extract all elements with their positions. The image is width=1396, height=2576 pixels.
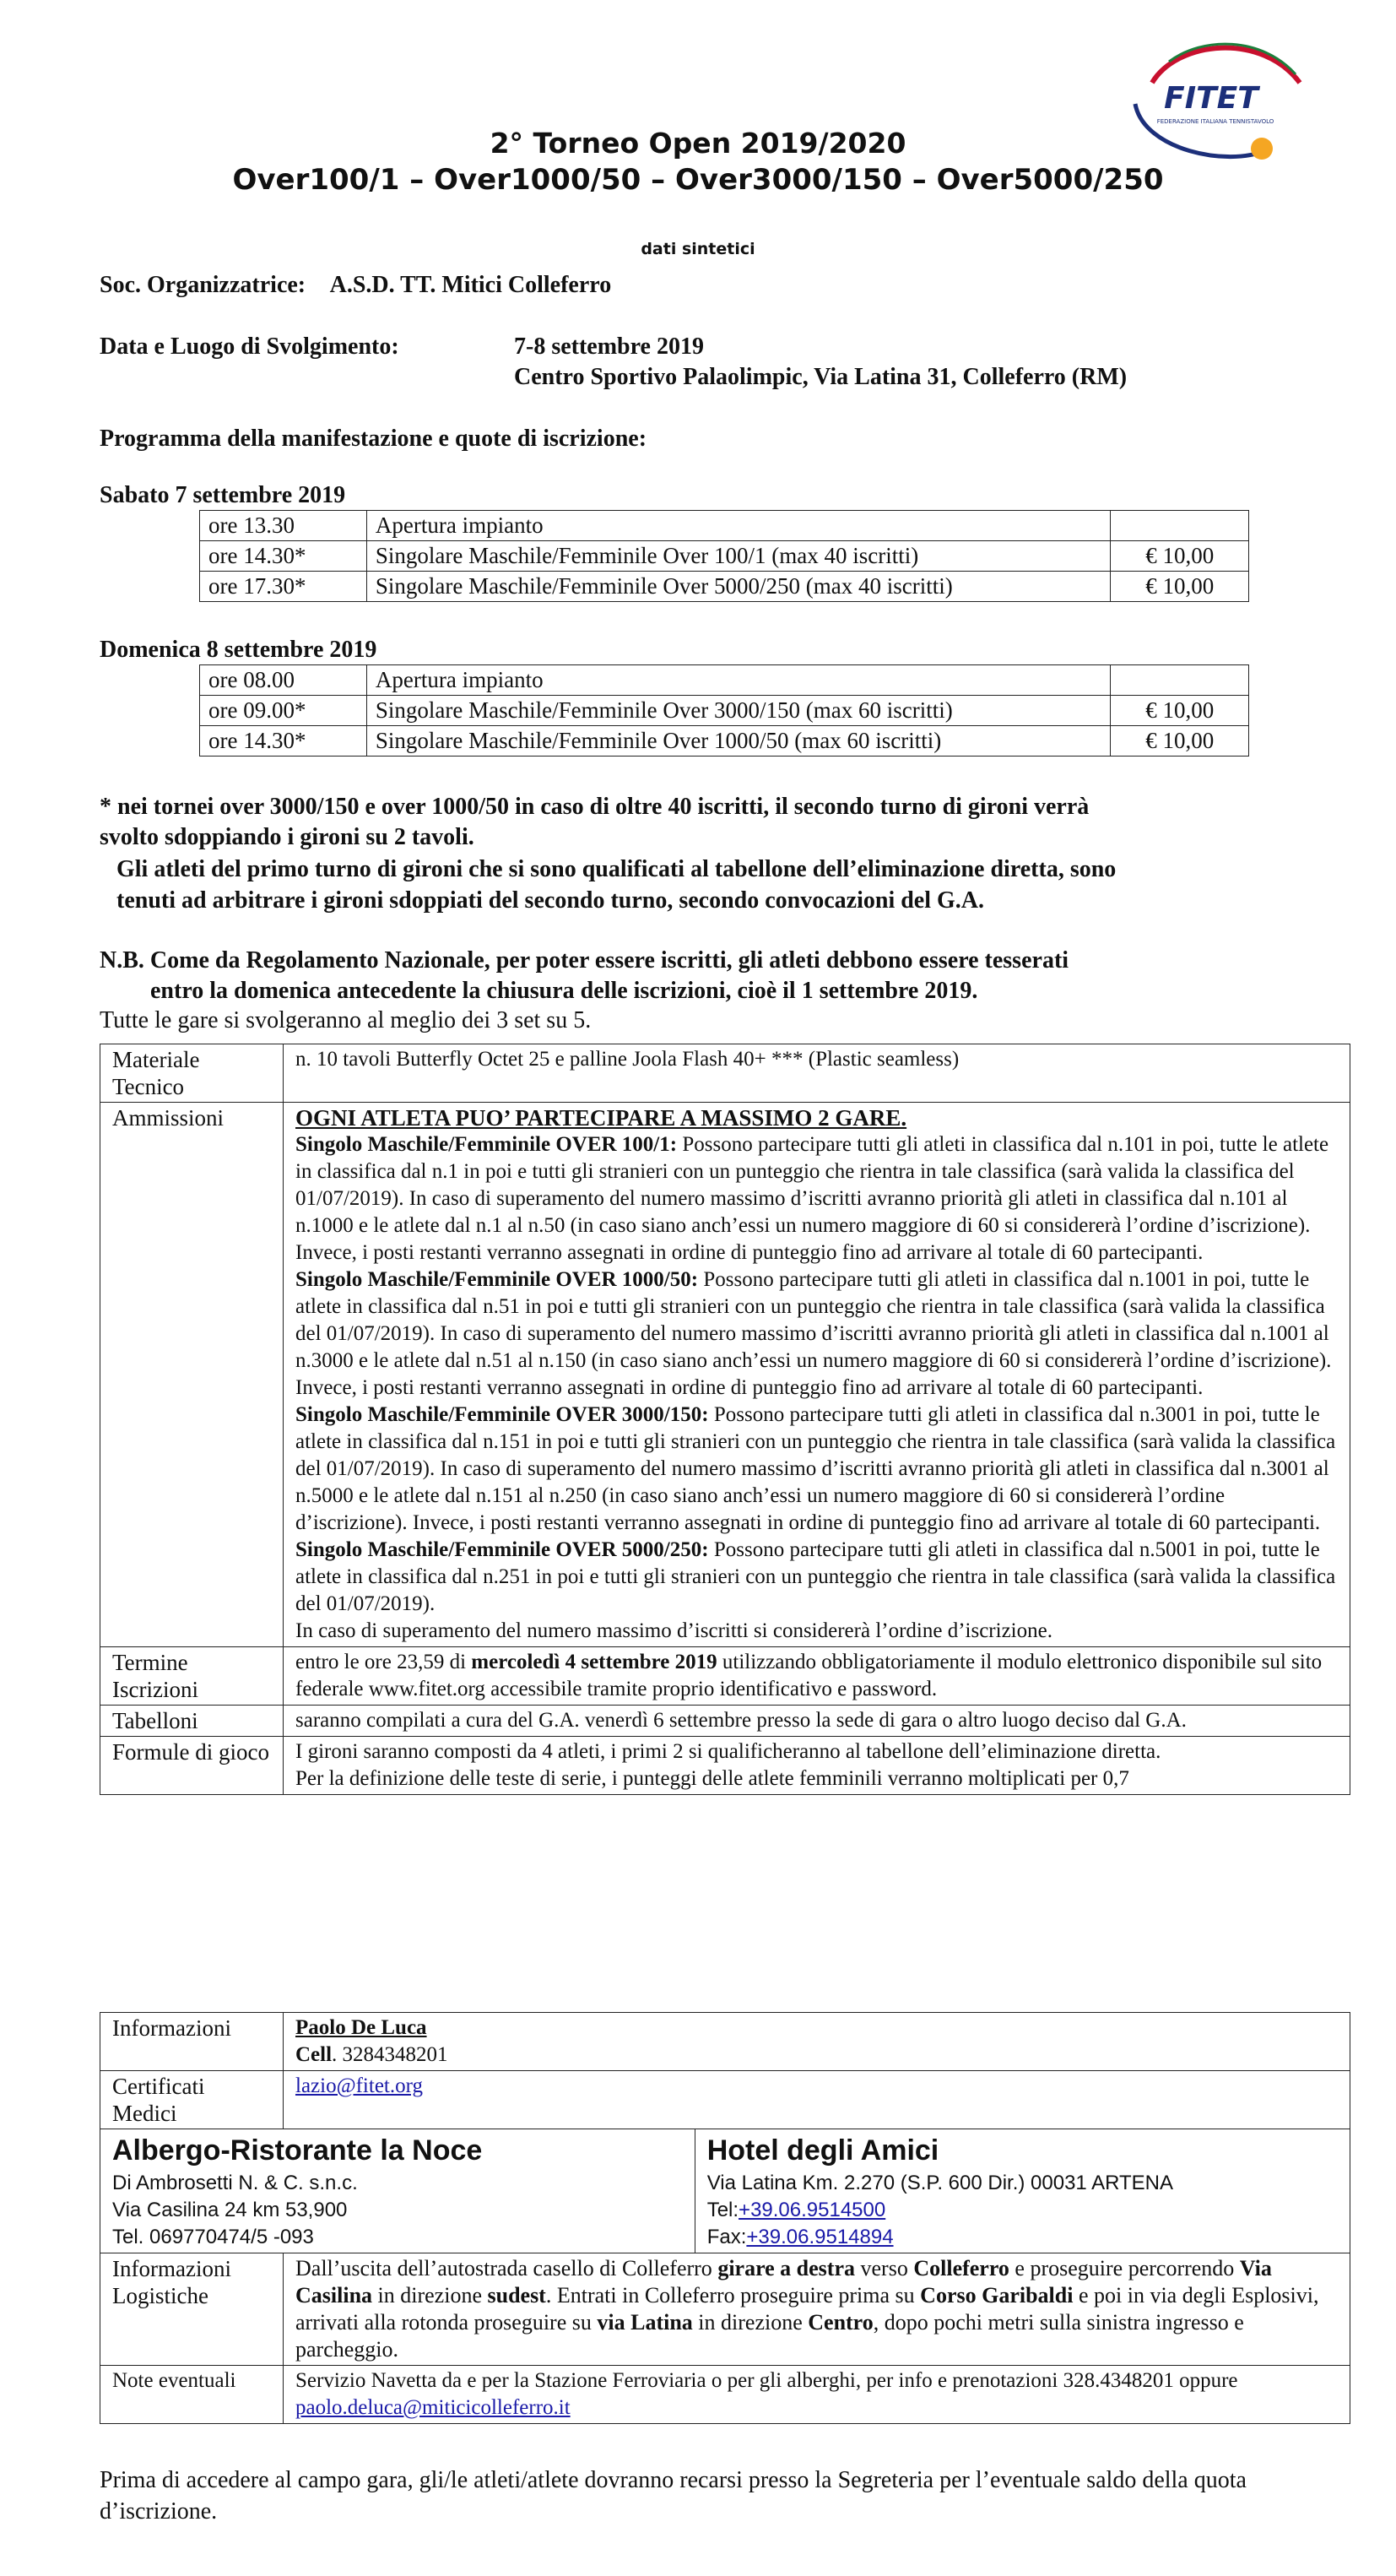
schedule-fee: € 10,00 <box>1111 696 1249 726</box>
schedule-row <box>200 511 1249 541</box>
place-value: Centro Sportivo Palaolimpic, Via Latina 31, Colleferro (RM) <box>514 364 1128 390</box>
program-heading: Programma della manifestazione e quote di iscrizione: <box>100 426 647 452</box>
row-value <box>284 1737 1350 1795</box>
organizer-row <box>100 270 611 301</box>
directions-bold: via Latina <box>597 2310 693 2335</box>
hotel-phone-link[interactable]: +39.06.9514500 <box>739 2199 886 2221</box>
sunday-schedule <box>199 664 1249 757</box>
schedule-fee <box>1111 665 1249 696</box>
directions-text: in direzione <box>692 2310 809 2335</box>
row-value <box>284 2013 1350 2071</box>
page-subtitle-categories: Over100/1 – Over1000/50 – Over3000/150 – Over5000/250 <box>232 163 1164 197</box>
note-email-link[interactable]: paolo.deluca@miticicolleferro.it <box>295 2396 571 2419</box>
row-label: Formule di gioco <box>100 1737 284 1795</box>
directions-text: e proseguire percorrendo <box>1009 2256 1240 2280</box>
category-text: Possono partecipare tutti gli atleti in classifica dal n.3001 in poi, tutte le atlete in classifica dal n.151 in poi e tutti gli stranieri con un punteggio che rientra in tale classifica (sarà valida la classifica del 01/07/2019). In caso di superamento del numero massimo d’iscritti avranno priorità gli atleti in classifica dal n.3001 al n.5000 e le atlete dal n.151 al n.250 (in caso siano anch’essi un numero maggiore di 60 si considererà l’ordine d’iscrizione). Invece, i posti restanti verranno assegnati in ordine di punteggio fino ad arrivare al totale di 60 partecipanti. <box>295 1403 1336 1534</box>
admission-paragraph <box>295 1131 1338 1266</box>
schedule-time: ore 08.00 <box>200 665 367 696</box>
schedule-event: Singolare Maschile/Femminile Over 1000/50 (max 60 iscritti) <box>366 726 1111 757</box>
deadline-date: mercoledì 4 settembre 2019 <box>471 1651 717 1673</box>
certificati-email-link[interactable]: lazio@fitet.org <box>295 2074 423 2097</box>
tel-label: Tel: <box>706 2199 739 2221</box>
organizer-label: Soc. Organizzatrice: <box>100 272 306 298</box>
date-value: 7-8 settembre 2019 <box>514 334 704 360</box>
schedule-row <box>200 541 1249 572</box>
directions-text: . Entrati in Colleferro proseguire prima su <box>545 2283 921 2308</box>
info-table <box>100 2012 1350 2424</box>
row-label: Ammissioni <box>100 1103 284 1647</box>
row-value <box>284 2071 1350 2129</box>
table-row <box>100 1706 1350 1737</box>
schedule-fee: € 10,00 <box>1111 572 1249 602</box>
table-row <box>100 1737 1350 1795</box>
directions-text: Dall’uscita dell’autostrada casello di Colleferro <box>295 2256 718 2280</box>
hotel-name: Hotel degli Amici <box>706 2134 939 2167</box>
schedule-time: ore 14.30* <box>200 541 367 572</box>
schedule-fee <box>1111 511 1249 541</box>
table-row <box>100 2013 1350 2071</box>
schedule-event: Singolare Maschile/Femminile Over 100/1 (max 40 iscritti) <box>366 541 1111 572</box>
row-label: Informazioni Logistiche <box>100 2253 284 2366</box>
star-note-line: * nei tornei over 3000/150 e over 1000/50 in caso di oltre 40 iscritti, il secondo turno di gironi verrà <box>100 794 1090 820</box>
schedule-time: ore 14.30* <box>200 726 367 757</box>
category-text: Possono partecipare tutti gli atleti in classifica dal n.1001 in poi, tutte le atlete in classifica dal n.51 in poi e tutti gli stranieri con un punteggio che rientra in tale classifica (sarà valida la classifica del 01/07/2019). In caso di superamento del numero massimo d’iscritti avranno priorità gli atleti in classifica dal n.1001 al n.3000 e le atlete dal n.51 al n.150 (in caso siano anch’essi un numero maggiore di 60 si considererà l’ordine d’iscrizione). Invece, i posti restanti verranno assegnati in ordine di punteggio fino ad arrivare al totale di 60 partecipanti. <box>295 1268 1332 1399</box>
schedule-fee: € 10,00 <box>1111 541 1249 572</box>
star-note-line: svolto sdoppiando i gironi su 2 tavoli. <box>100 824 474 850</box>
category-title: Singolo Maschile/Femminile OVER 100/1: <box>295 1133 678 1156</box>
schedule-row <box>200 572 1249 602</box>
schedule-time: ore 13.30 <box>200 511 367 541</box>
schedule-row <box>200 726 1249 757</box>
directions-text: e poi in via degli Esplosivi, arrivati alla rotonda proseguire su <box>295 2283 1319 2335</box>
nb-line: N.B. Come da Regolamento Nazionale, per poter essere iscritti, gli atleti debbono essere tesserati <box>100 947 1069 973</box>
regulations-table <box>100 1044 1350 1795</box>
directions-bold: sudest <box>487 2283 546 2308</box>
directions-bold: Centro <box>808 2310 874 2335</box>
contact-name: Paolo De Luca <box>295 2016 427 2039</box>
final-note: Prima di accedere al campo gara, gli/le atleti/atlete dovranno recarsi presso la Segreteria per l’eventuale saldo della quota d’iscrizione. <box>100 2467 1247 2524</box>
schedule-event: Apertura impianto <box>366 511 1111 541</box>
schedule-row <box>200 665 1249 696</box>
directions-bold: Colleferro <box>913 2256 1009 2280</box>
hotel-name: Albergo-Ristorante la Noce <box>112 2134 483 2167</box>
admission-paragraph: In caso di superamento del numero massimo d’iscritti si considererà l’ordine d’iscrizione. <box>295 1619 1052 1642</box>
schedule-fee: € 10,00 <box>1111 726 1249 757</box>
admission-paragraph <box>295 1402 1338 1537</box>
row-label: Termine Iscrizioni <box>100 1647 284 1706</box>
best-of-note: Tutte le gare si svolgeranno al meglio dei 3 set su 5. <box>100 1007 592 1033</box>
directions-bold: girare a destra <box>717 2256 856 2280</box>
directions-bold: Corso Garibaldi <box>920 2283 1074 2308</box>
organizer-value: A.S.D. TT. Mitici Colleferro <box>329 272 612 298</box>
hotel-card <box>100 2129 695 2253</box>
category-title: Singolo Maschile/Femminile OVER 1000/50: <box>295 1268 699 1291</box>
logo-subtext: FEDERAZIONE ITALIANA TENNISTAVOLO <box>1156 118 1274 125</box>
hotel-phone <box>707 2197 1338 2224</box>
directions-text: in direzione <box>372 2283 488 2308</box>
schedule-event: Apertura impianto <box>366 665 1111 696</box>
category-text: Possono partecipare tutti gli atleti in classifica dal n.5001 in poi, tutte le atlete in classifica dal n.251 in poi e tutti gli stranieri con un punteggio che rientra in tale classifica (sarà valida la classifica del 01/07/2019). <box>295 1538 1336 1615</box>
nb-line: entro la domenica antecedente la chiusura delle iscrizioni, cioè il 1 settembre 2019. <box>150 978 978 1004</box>
date-label: Data e Luogo di Svolgimento: <box>100 334 399 360</box>
saturday-schedule <box>199 510 1249 602</box>
schedule-event: Singolare Maschile/Femminile Over 5000/250 (max 40 iscritti) <box>366 572 1111 602</box>
row-label: Tabelloni <box>100 1706 284 1737</box>
hotel-line: Tel. 069770474/5 -093 <box>112 2226 314 2248</box>
deadline-text: utilizzando obbligatoriamente il modulo elettronico disponibile sul sito federale www.fitet.org accessibile tramite proprio identificativo e password. <box>295 1651 1323 1700</box>
row-label: Certificati Medici <box>100 2071 284 2129</box>
schedule-time: ore 09.00* <box>200 696 367 726</box>
category-text: Possono partecipare tutti gli atleti in classifica dal n.101 in poi, tutte le atlete in classifica dal n.1 in poi e tutti gli stranieri con un punteggio che rientra in tale classifica (sarà valida la classifica del 01/07/2019). In caso di superamento del numero massimo d’iscritti avranno priorità gli atleti in classifica dal n.101 al n.1000 e le atlete dal n.1 al n.50 (in caso siano anch’essi un numero maggiore di 60 si considererà l’ordine d’iscrizione). Invece, i posti restanti verranno assegnati in ordine di punteggio fino ad arrivare al totale di 60 partecipanti. <box>295 1133 1329 1264</box>
schedule-event: Singolare Maschile/Femminile Over 3000/150 (max 60 iscritti) <box>366 696 1111 726</box>
row-label: Informazioni <box>100 2013 284 2071</box>
note-text: Servizio Navetta da e per la Stazione Ferroviaria o per gli alberghi, per info e prenotazioni 328.4348201 oppure <box>295 2369 1238 2392</box>
table-row <box>100 1103 1350 1647</box>
cell-label: Cell <box>295 2043 333 2066</box>
hotel-card <box>695 2129 1350 2253</box>
table-row <box>100 2253 1350 2366</box>
table-row <box>100 1044 1350 1103</box>
admission-paragraph <box>295 1537 1338 1618</box>
row-value <box>284 1103 1350 1647</box>
row-value <box>284 2253 1350 2366</box>
row-label: Note eventuali <box>100 2366 284 2424</box>
format-line: Per la definizione delle teste di serie, i punteggi delle atlete femminili verranno moltiplicati per 0,7 <box>295 1767 1129 1790</box>
category-title: Singolo Maschile/Femminile OVER 5000/250: <box>295 1538 709 1561</box>
cell-value: . 3284348201 <box>332 2043 448 2066</box>
sunday-heading: Domenica 8 settembre 2019 <box>100 637 377 663</box>
table-row <box>100 2071 1350 2129</box>
table-row <box>100 2366 1350 2424</box>
directions-text: verso <box>855 2256 914 2280</box>
admissions-heading: OGNI ATLETA PUO’ PARTECIPARE A MASSIMO 2 GARE. <box>295 1105 907 1131</box>
hotel-line: Via Latina Km. 2.270 (S.P. 600 Dir.) 00031 ARTENA <box>706 2172 1174 2194</box>
star-note-line: Gli atleti del primo turno di gironi che si sono qualificati al tabellone dell’eliminazione diretta, sono <box>116 856 1117 882</box>
star-note-line: tenuti ad arbitrare i gironi sdoppiati del secondo turno, secondo convocazioni del G.A. <box>116 887 985 914</box>
schedule-row <box>200 696 1249 726</box>
hotels-row <box>100 2129 1350 2253</box>
hotel-fax-link[interactable]: +39.06.9514894 <box>746 2226 894 2248</box>
logo-text: FITET <box>1164 81 1258 116</box>
format-line: I gironi saranno composti da 4 atleti, i primi 2 si qualificheranno al tabellone dell’eliminazione diretta. <box>295 1740 1161 1763</box>
deadline-text: entro le ore 23,59 di <box>295 1651 472 1673</box>
hotel-line: Via Casilina 24 km 53,900 <box>112 2199 348 2221</box>
hotel-line: Di Ambrosetti N. & C. s.n.c. <box>112 2172 358 2194</box>
page-title: 2° Torneo Open 2019/2020 <box>490 127 906 160</box>
row-value <box>284 1647 1350 1706</box>
row-value: n. 10 tavoli Butterfly Octet 25 e palline Joola Flash 40+ *** (Plastic seamless) <box>284 1044 1350 1103</box>
table-row <box>100 1647 1350 1706</box>
directions-text: , dopo pochi metri sulla sinistra ingresso e parcheggio. <box>295 2310 1244 2362</box>
row-value <box>284 2366 1350 2424</box>
schedule-time: ore 17.30* <box>200 572 367 602</box>
hotel-fax <box>707 2224 1338 2251</box>
saturday-heading: Sabato 7 settembre 2019 <box>100 482 346 508</box>
summary-caption: dati sintetici <box>641 240 755 258</box>
category-title: Singolo Maschile/Femminile OVER 3000/150: <box>295 1403 709 1426</box>
admission-paragraph <box>295 1266 1338 1402</box>
row-value: saranno compilati a cura del G.A. venerdì 6 settembre presso la sede di gara o altro luogo deciso dal G.A. <box>284 1706 1350 1737</box>
row-label: Materiale Tecnico <box>100 1044 284 1103</box>
fax-label: Fax: <box>706 2226 747 2248</box>
directions-bold: Via Casilina <box>295 2256 1272 2308</box>
